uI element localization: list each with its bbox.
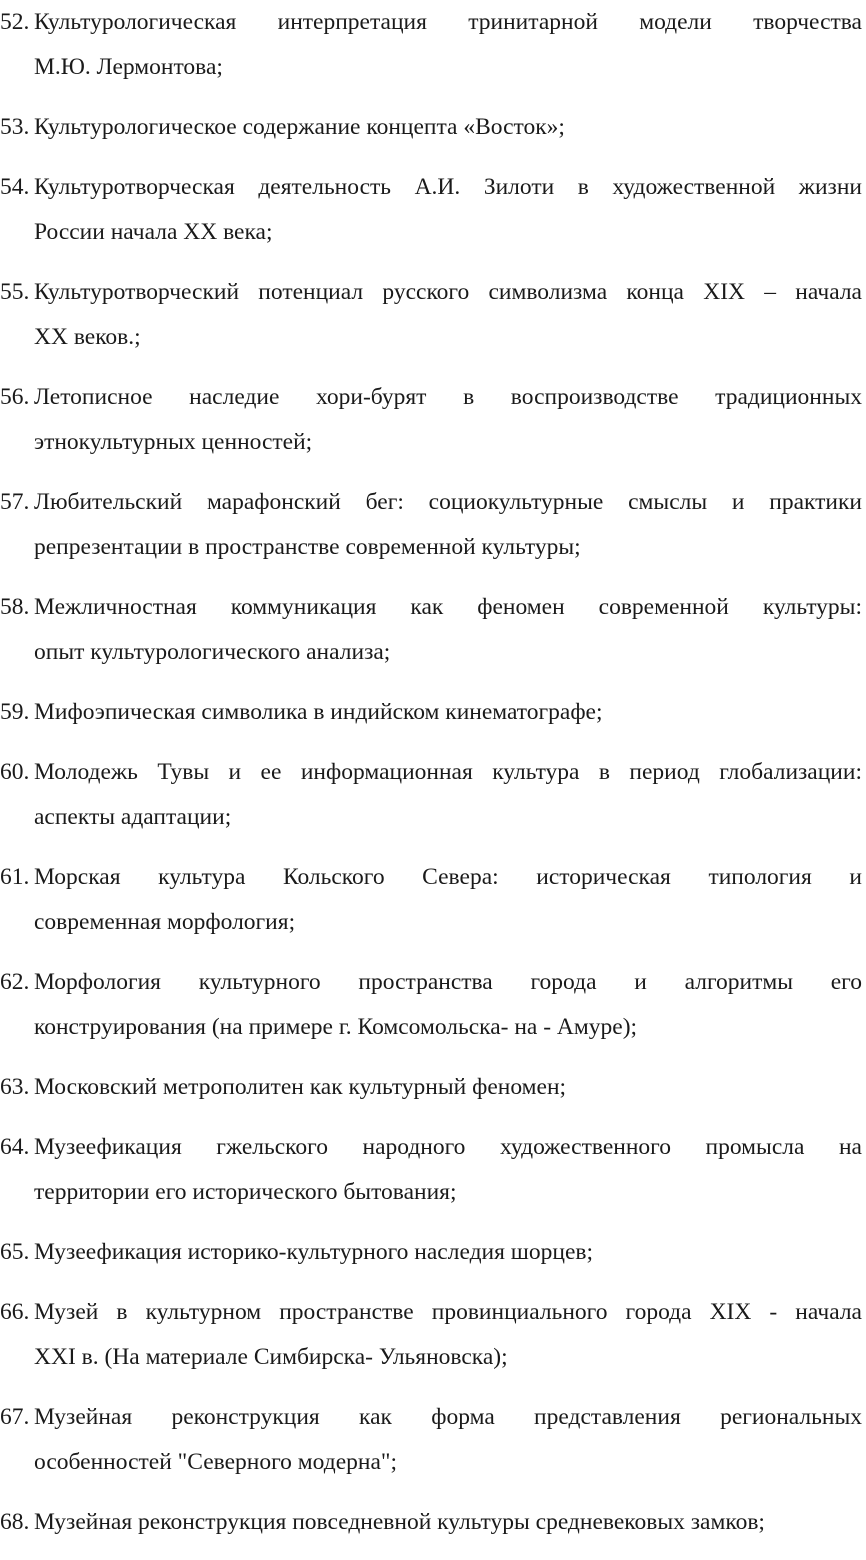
list-item-text <box>34 270 862 360</box>
list-item <box>0 1230 862 1275</box>
list-item <box>0 480 862 570</box>
list-item-number: 53. <box>0 114 30 140</box>
list-item-number: 62. <box>0 969 30 995</box>
text-line: Музеефикация историко-культурного наследия шорцев; <box>34 1239 594 1265</box>
text-line: Музейная реконструкция как форма представления региональных <box>34 1404 862 1430</box>
text-line: Культурологическая интерпретация тринитарной модели творчества <box>34 9 862 35</box>
list-item-number: 65. <box>0 1239 30 1265</box>
text-line: XX веков.; <box>34 324 141 350</box>
list-item-number: 64. <box>0 1134 30 1160</box>
list-item-text <box>34 690 862 735</box>
list-item <box>0 270 862 360</box>
list-item-text <box>34 375 862 465</box>
text-line: опыт культурологического анализа; <box>34 639 391 665</box>
list-item-text <box>34 855 862 945</box>
list-item <box>0 1125 862 1215</box>
text-line: этнокультурных ценностей; <box>34 429 313 455</box>
list-item-number: 63. <box>0 1074 30 1100</box>
text-line: Молодежь Тувы и ее информационная культура в период глобализации: <box>34 759 862 785</box>
text-line: Музейная реконструкция повседневной культуры средневековых замков; <box>34 1509 765 1535</box>
list-item-number: 54. <box>0 174 30 200</box>
list-item-number: 68. <box>0 1509 30 1535</box>
text-line: Культуротворческая деятельность А.И. Зилоти в художественной жизни <box>34 174 862 200</box>
list-item-number: 67. <box>0 1404 30 1430</box>
text-line: Морская культура Кольского Севера: историческая типология и <box>34 864 862 890</box>
list-item-text <box>34 1395 862 1485</box>
list-item-text <box>34 1065 862 1110</box>
text-line: конструирования (на примере г. Комсомольска- на - Амуре); <box>34 1014 638 1040</box>
list-item-text <box>34 165 862 255</box>
list-item-text <box>34 585 862 675</box>
list-item <box>0 960 862 1050</box>
text-line: XXI в. (На материале Симбирска- Ульяновска); <box>34 1344 508 1370</box>
list-item-text <box>34 0 862 90</box>
text-line: Культурологическое содержание концепта «Восток»; <box>34 114 565 140</box>
list-item-number: 52. <box>0 9 30 35</box>
text-line: репрезентации в пространстве современной культуры; <box>34 534 581 560</box>
list-item-number: 59. <box>0 699 30 725</box>
list-item-text <box>34 105 862 150</box>
list-item <box>0 855 862 945</box>
list-item <box>0 1395 862 1485</box>
text-line: Любительский марафонский бег: социокультурные смыслы и практики <box>34 489 862 515</box>
list-item <box>0 0 862 90</box>
text-line: территории его исторического бытования; <box>34 1179 457 1205</box>
list-item-number: 55. <box>0 279 30 305</box>
text-line: Мифоэпическая символика в индийском кинематографе; <box>34 699 603 725</box>
list-item <box>0 585 862 675</box>
list-item-text <box>34 1500 862 1545</box>
text-line: Музей в культурном пространстве провинциального города XIX - начала <box>34 1299 862 1325</box>
list-item-text <box>34 1125 862 1215</box>
text-line: России начала XX века; <box>34 219 273 245</box>
list-item <box>0 750 862 840</box>
list-item-number: 66. <box>0 1299 30 1325</box>
text-line: Летописное наследие хори-бурят в воспроизводстве традиционных <box>34 384 862 410</box>
list-item-number: 60. <box>0 759 30 785</box>
text-line: современная морфология; <box>34 909 296 935</box>
list-item-text <box>34 750 862 840</box>
list-item-text <box>34 480 862 570</box>
text-line: аспекты адаптации; <box>34 804 232 830</box>
list-item-number: 58. <box>0 594 30 620</box>
list-item-text <box>34 960 862 1050</box>
text-line: Московский метрополитен как культурный феномен; <box>34 1074 567 1100</box>
list-item <box>0 690 862 735</box>
text-line: Межличностная коммуникация как феномен современной культуры: <box>34 594 862 620</box>
text-line: Культуротворческий потенциал русского символизма конца XIX – начала <box>34 279 862 305</box>
text-line: Морфология культурного пространства города и алгоритмы его <box>34 969 862 995</box>
list-item <box>0 1290 862 1380</box>
list-item-number: 56. <box>0 384 30 410</box>
list-item-number: 61. <box>0 864 30 890</box>
list-item-text <box>34 1290 862 1380</box>
list-item-number: 57. <box>0 489 30 515</box>
list-item <box>0 375 862 465</box>
text-line: М.Ю. Лермонтова; <box>34 54 223 80</box>
list-item <box>0 105 862 150</box>
list-item <box>0 1065 862 1110</box>
list-item-text <box>34 1230 862 1275</box>
text-line: особенностей "Северного модерна"; <box>34 1449 397 1475</box>
list-item <box>0 165 862 255</box>
text-line: Музеефикация гжельского народного художественного промысла на <box>34 1134 862 1160</box>
list-item <box>0 1500 862 1545</box>
